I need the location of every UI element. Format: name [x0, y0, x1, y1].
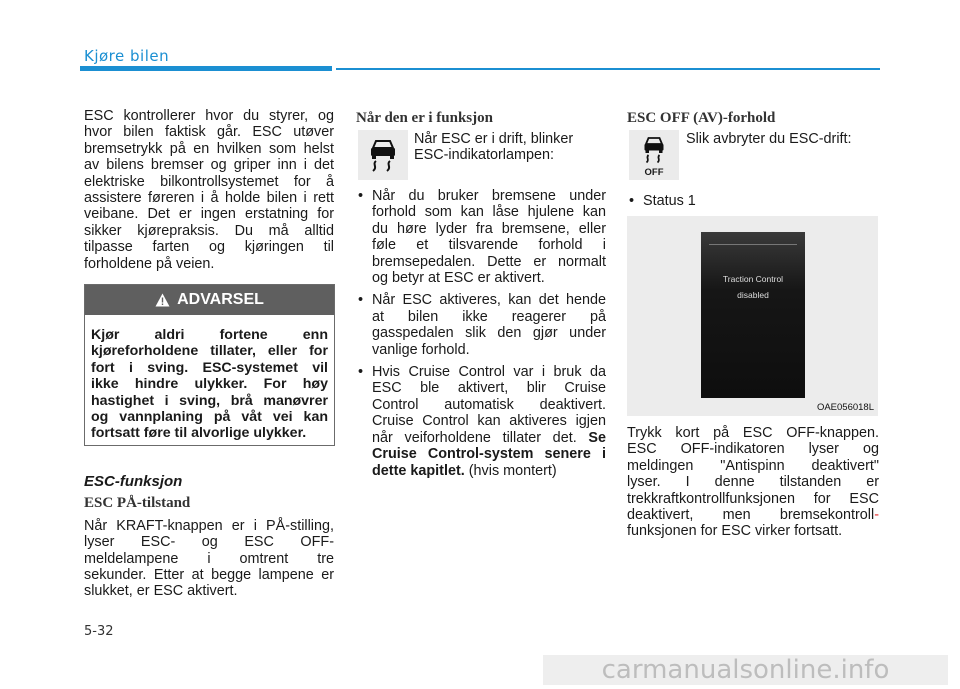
in-function-intro: [414, 131, 609, 164]
text-line: funksjonen for ESC virker fortsatt.: [627, 523, 843, 540]
screen-message-line-2: disabled: [737, 290, 769, 300]
bullet-dot: •: [358, 188, 364, 204]
column-3: [627, 110, 879, 126]
cluster-display-screen: [701, 232, 805, 398]
bullet-item: [356, 364, 606, 479]
text-line: ESC-indikatorlampen:: [414, 147, 554, 164]
text-line: bremsepedalen. Dette er normalt: [372, 253, 606, 270]
text-line: Når ESC er i drift, blinker: [414, 131, 574, 147]
text-line: Når du bruker bremsene under: [372, 188, 606, 204]
off-label: OFF: [644, 167, 664, 178]
text-line: lyser ESC- og ESC OFF-: [84, 534, 334, 551]
screen-message-line-1: Traction Control: [722, 274, 784, 284]
bullet-dot: •: [358, 292, 364, 309]
screen-divider: [709, 244, 797, 245]
text-line: [372, 430, 606, 446]
text-line: og betyr at ESC er aktivert.: [372, 270, 545, 287]
text-run: deaktivert, men bremsekontroll: [627, 507, 875, 524]
text-line: du høre lyder fra bremsene, eller: [372, 220, 606, 237]
text-line: sikker kjørepraksis. Du må alltid: [84, 222, 334, 239]
column-1: [84, 108, 334, 272]
warning-line: fort i sving. ESC-systemet vil: [91, 359, 328, 376]
text-line: sekunder. Etter at begge lampene er: [84, 567, 334, 584]
bullet-dot: •: [358, 364, 364, 381]
warning-box: [84, 284, 335, 446]
bullet-dot: •: [629, 193, 635, 209]
esc-off-indicator-icon: [629, 130, 679, 180]
esc-function-section: [84, 474, 334, 600]
text-line: [372, 463, 606, 479]
intro-paragraph: [84, 108, 334, 272]
warning-line: kjøreforholdene tillater, eller for: [91, 343, 328, 360]
text-line: Hvis Cruise Control var i bruk da: [372, 364, 606, 381]
text-line: forhold som kan låse hjulene kan: [372, 204, 606, 221]
text-line: føle et tilsvarende forhold i: [372, 237, 606, 254]
esc-on-paragraph: [84, 518, 334, 600]
warning-line: ikke hindre ulykker. For høy: [91, 376, 328, 393]
text-line: lyser. I denne tilstanden er: [627, 474, 879, 491]
text-line: tilpasse farten og kjøringen til: [84, 239, 334, 256]
text-line: Trykk kort på ESC OFF-knappen.: [627, 425, 879, 441]
bullet-item: [356, 292, 606, 358]
warning-header: [85, 285, 334, 315]
text-line: veibane. Det er ingen erstatning for: [84, 206, 334, 223]
warning-triangle-icon: [155, 293, 170, 307]
text-line: meldingen "Antispinn deaktivert": [627, 457, 879, 474]
warning-title: ADVARSEL: [177, 291, 264, 308]
text-line: bremsetrykk på en hvilken som helst: [84, 140, 334, 157]
esc-indicator-icon: [358, 130, 408, 180]
text-line: at bilen ikke reagerer på: [372, 308, 606, 325]
esc-on-heading: ESC PÅ-tilstand: [84, 495, 191, 512]
text-line: Slik avbryter du ESC-drift:: [686, 131, 852, 147]
text-line: av bilens bremser og griper inn i det: [84, 157, 334, 174]
text-line: trekkraftkontrollfunksjonen for ESC: [627, 490, 879, 507]
text-line: Cruise Control kan aktiveres igjen: [372, 413, 606, 430]
in-function-heading: Når den er i funksjon: [356, 110, 493, 126]
figure-code: OAE056018L: [816, 402, 874, 413]
text-line: [627, 507, 879, 523]
bullet-item: [627, 193, 879, 209]
header-rule-thin: [336, 68, 880, 70]
hyphen-mark: -: [874, 507, 879, 524]
warning-line: hastighet i sving, brå manøvrer: [91, 392, 328, 409]
status-item: [627, 193, 879, 209]
text-line: slukket, er ESC aktivert.: [84, 583, 238, 600]
status-label: Status 1: [643, 193, 696, 209]
esc-off-heading: ESC OFF (AV)-forhold: [627, 110, 776, 126]
bullet-item: [356, 188, 606, 286]
cross-reference: Cruise Control-system senere i: [372, 446, 606, 463]
section-title: Kjøre bilen: [84, 47, 170, 65]
cluster-display-figure: [627, 216, 878, 416]
text-line: elektriske bilkontrollsystemet for å: [84, 173, 334, 190]
text-line: forholdene på veien.: [84, 255, 215, 272]
column-2: [356, 110, 606, 126]
warning-line: Kjør aldri fortene enn: [91, 327, 328, 343]
esc-off-paragraph: [627, 425, 879, 540]
esc-function-heading: ESC-funksjon: [84, 473, 183, 490]
header-rule-thick: [80, 66, 332, 71]
text-run: når veiforholdene tillater det.: [372, 429, 577, 446]
watermark: carmanualsonline.info: [543, 655, 948, 685]
text-line: hvor bilen faktisk går. ESC utøver: [84, 124, 334, 141]
text-line: vanlige forhold.: [372, 341, 470, 358]
text-line: gasspedalen slik den gjør under: [372, 325, 606, 342]
text-line: meldelampene i omtrent tre: [84, 550, 334, 567]
text-line: Når ESC aktiveres, kan det hende: [372, 292, 606, 309]
text-line: Control automatisk deaktivert.: [372, 396, 606, 413]
esc-off-intro: [686, 131, 881, 147]
page-number: 5-32: [84, 624, 114, 639]
text-run: (hvis montert): [468, 462, 557, 479]
text-line: ESC kontrollerer hvor du styrer, og: [84, 108, 334, 124]
in-function-bullets: [356, 188, 606, 479]
cross-reference: dette kapitlet.: [372, 462, 465, 479]
text-line: Når KRAFT-knappen er i PÅ-stilling,: [84, 517, 334, 534]
cross-reference: Se: [588, 429, 607, 446]
warning-body: [85, 315, 334, 442]
warning-line: og vannplaning på våt vei kan: [91, 409, 328, 426]
warning-line: fortsatt føre til alvorlige ulykker.: [91, 425, 307, 442]
text-line: ESC ble aktivert, blir Cruise: [372, 380, 606, 397]
text-line: assistere føreren i å holde bilen i rett: [84, 190, 334, 207]
text-line: ESC OFF-indikatoren lyser og: [627, 441, 879, 458]
